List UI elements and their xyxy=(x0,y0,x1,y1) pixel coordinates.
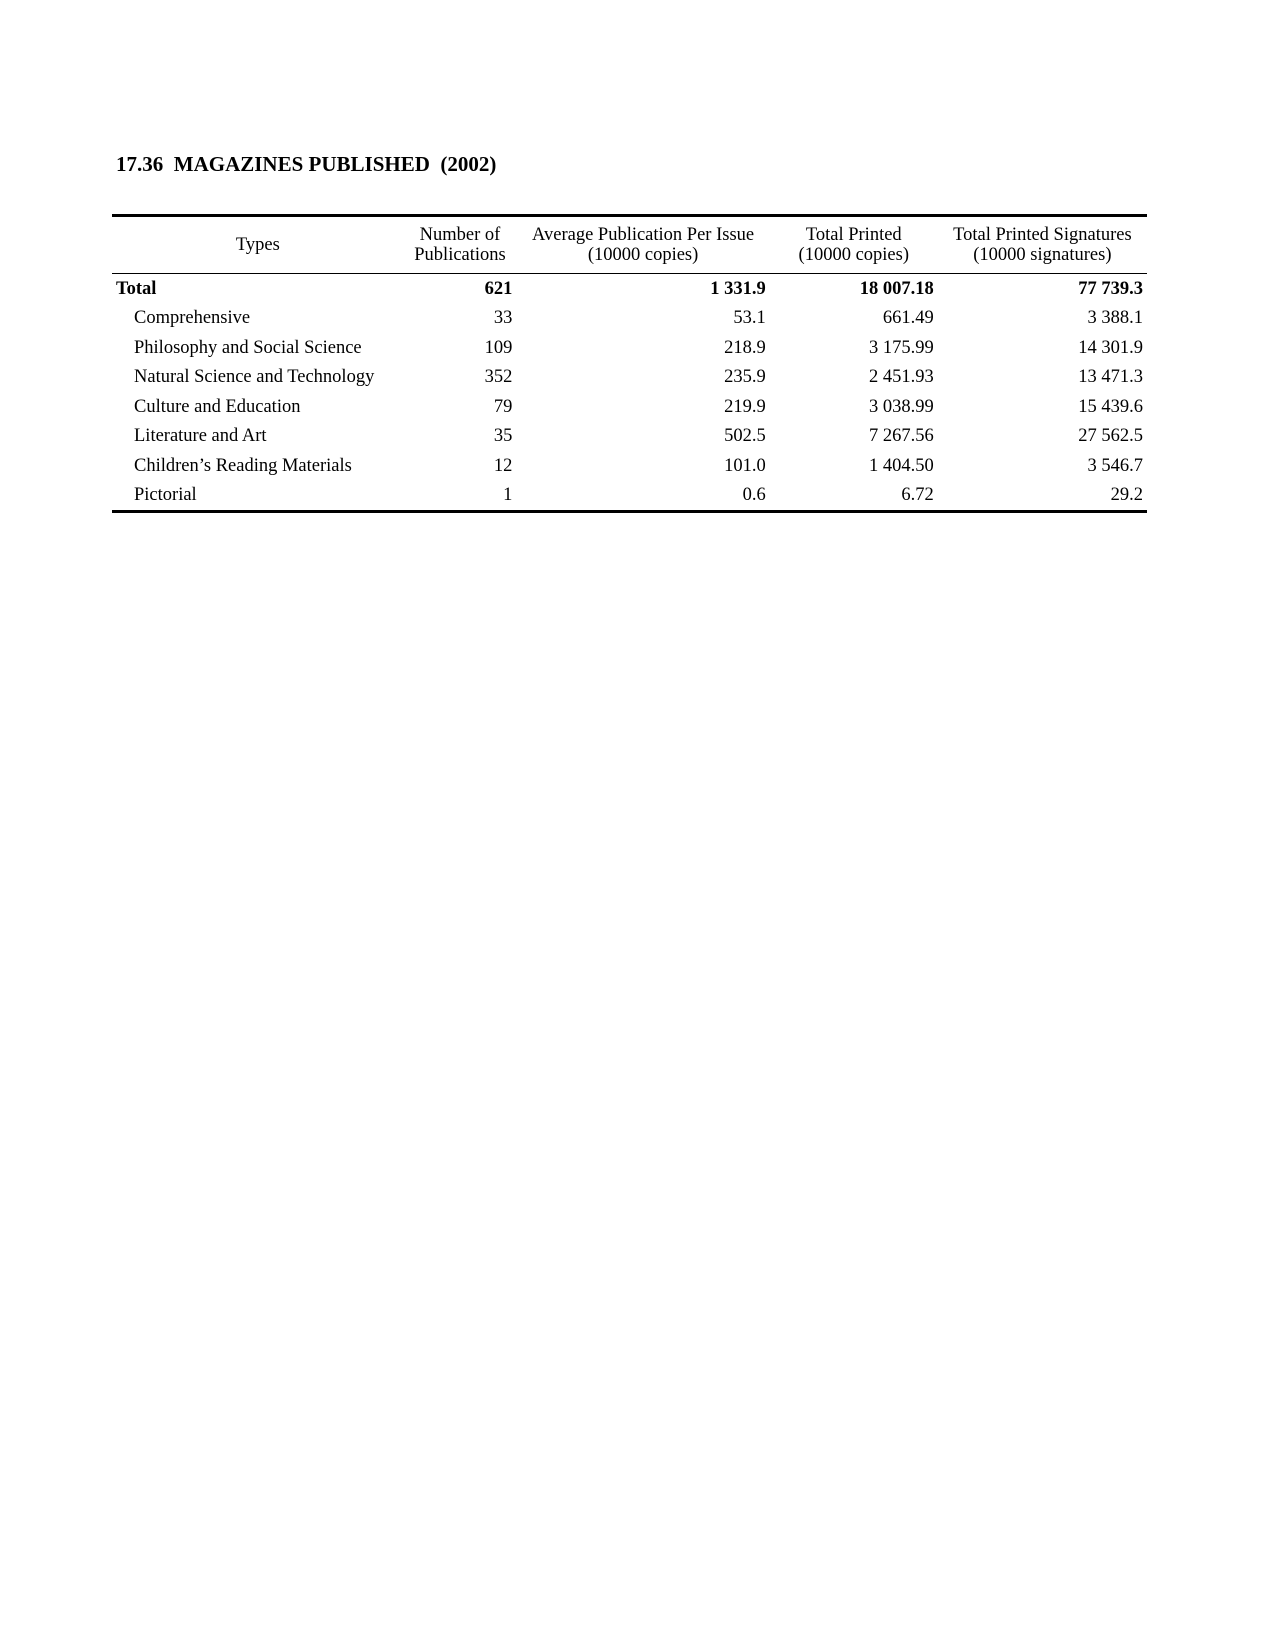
row-signatures: 3 388.1 xyxy=(1087,308,1143,329)
magazines-table-container xyxy=(112,214,1147,513)
row-type: Culture and Education xyxy=(134,396,301,417)
column-header-types xyxy=(112,216,404,274)
column-header-line: Number of xyxy=(419,225,501,245)
table-row xyxy=(112,481,1147,512)
row-publications: 352 xyxy=(484,367,513,388)
total-signatures: 77 739.3 xyxy=(1078,278,1143,299)
page-title: 17.36 MAGAZINES PUBLISHED (2002) xyxy=(116,152,497,176)
column-header-publications xyxy=(404,216,517,274)
column-header-line: Total Printed Signatures xyxy=(953,225,1132,245)
row-avg-per-issue: 235.9 xyxy=(724,367,766,388)
row-total-printed: 6.72 xyxy=(901,485,934,506)
row-total-printed: 3 175.99 xyxy=(869,337,934,358)
total-avg-per-issue: 1 331.9 xyxy=(710,278,766,299)
table-row xyxy=(112,333,1147,363)
table-row xyxy=(112,422,1147,452)
row-publications: 12 xyxy=(493,455,513,476)
row-avg-per-issue: 219.9 xyxy=(724,396,766,417)
table-row xyxy=(112,451,1147,481)
table-row xyxy=(112,392,1147,422)
row-signatures: 29.2 xyxy=(1110,485,1143,506)
column-header-line: Types xyxy=(235,235,280,255)
table-row xyxy=(112,304,1147,334)
row-type: Literature and Art xyxy=(134,426,267,447)
row-avg-per-issue: 0.6 xyxy=(742,485,766,506)
column-header-line: Publications xyxy=(414,245,506,265)
row-signatures: 13 471.3 xyxy=(1078,367,1143,388)
row-signatures: 15 439.6 xyxy=(1078,396,1143,417)
row-type: Natural Science and Technology xyxy=(134,367,375,388)
column-header-line: Total Printed xyxy=(805,225,902,245)
table-row xyxy=(112,363,1147,393)
row-avg-per-issue: 53.1 xyxy=(733,308,766,329)
total-label: Total xyxy=(116,278,157,299)
magazines-table xyxy=(112,214,1147,513)
row-total-printed: 2 451.93 xyxy=(869,367,934,388)
row-avg-per-issue: 502.5 xyxy=(724,426,766,447)
row-publications: 1 xyxy=(503,485,513,506)
row-signatures: 27 562.5 xyxy=(1078,426,1143,447)
column-header-line: (10000 signatures) xyxy=(973,245,1112,265)
column-header-signatures xyxy=(938,216,1147,274)
row-type: Pictorial xyxy=(134,485,197,506)
column-header-avg-per-issue xyxy=(516,216,769,274)
row-type: Children’s Reading Materials xyxy=(134,455,352,476)
row-type: Philosophy and Social Science xyxy=(134,337,362,358)
row-publications: 79 xyxy=(493,396,513,417)
row-signatures: 3 546.7 xyxy=(1087,455,1143,476)
column-header-line: (10000 copies) xyxy=(587,245,699,265)
total-printed: 18 007.18 xyxy=(859,278,934,299)
row-publications: 33 xyxy=(493,308,513,329)
total-row xyxy=(112,274,1147,304)
row-total-printed: 3 038.99 xyxy=(869,396,934,417)
row-total-printed: 661.49 xyxy=(882,308,934,329)
column-header-line: (10000 copies) xyxy=(798,245,910,265)
row-type: Comprehensive xyxy=(134,308,251,329)
header-row xyxy=(112,216,1147,274)
row-total-printed: 1 404.50 xyxy=(869,455,934,476)
table-header xyxy=(112,216,1147,274)
table-body xyxy=(112,274,1147,512)
row-avg-per-issue: 218.9 xyxy=(724,337,766,358)
row-signatures: 14 301.9 xyxy=(1078,337,1143,358)
total-publications: 621 xyxy=(484,278,513,299)
row-avg-per-issue: 101.0 xyxy=(724,455,766,476)
row-publications: 35 xyxy=(493,426,513,447)
row-total-printed: 7 267.56 xyxy=(869,426,934,447)
column-header-total-printed xyxy=(770,216,938,274)
column-header-line: Average Publication Per Issue xyxy=(532,225,755,245)
row-publications: 109 xyxy=(484,337,513,358)
